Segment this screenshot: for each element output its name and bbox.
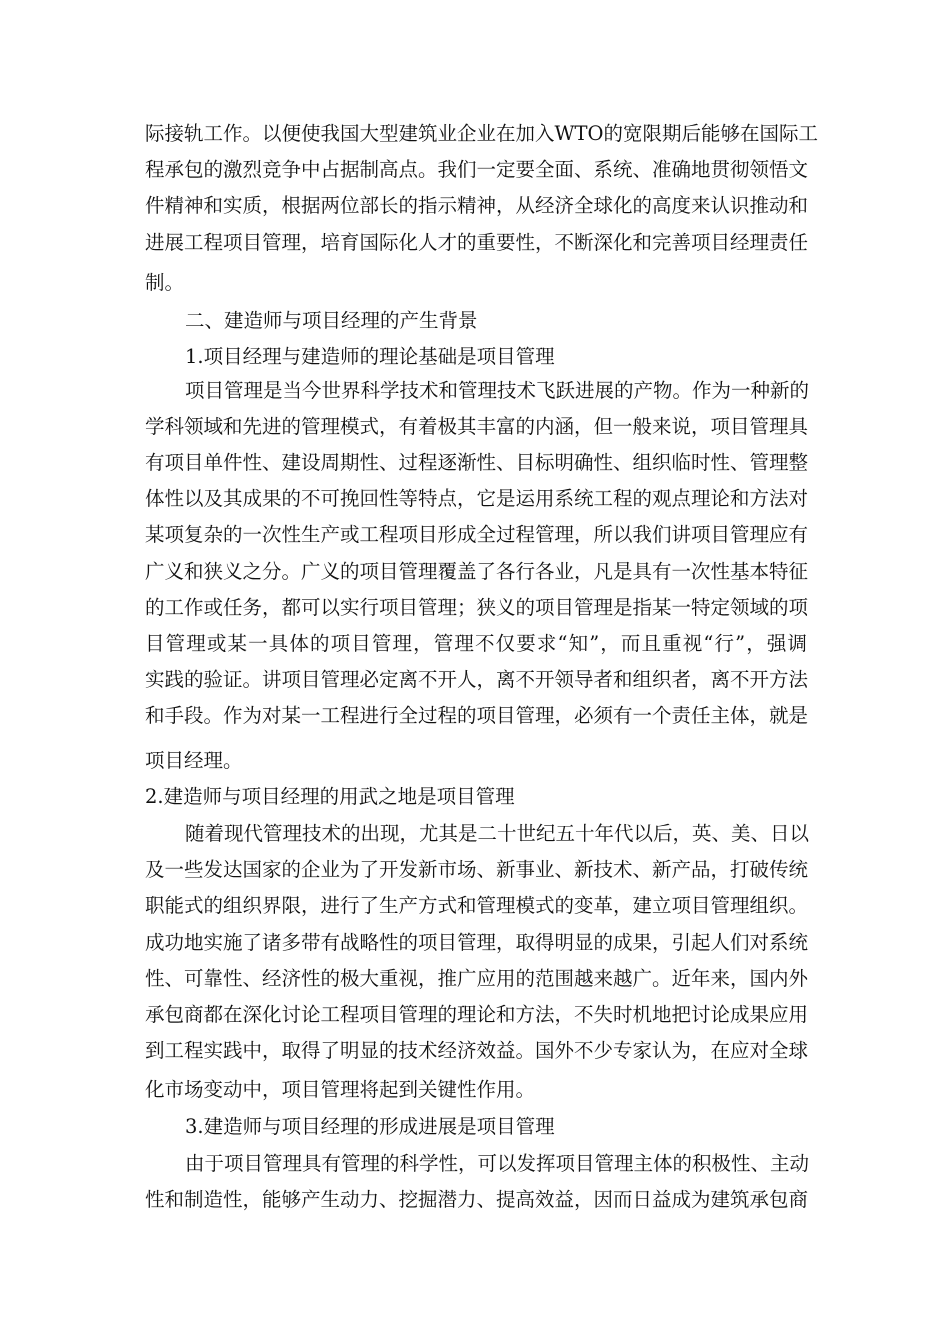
body-text-line: 随着现代管理技术的出现，尤其是二十世纪五十年代以后，英、美、日以 [185,822,810,845]
body-text-line: 到工程实践中，取得了明显的技术经济效益。国外不少专家认为，在应对全球 [145,1039,809,1062]
body-text-line: 某项复杂的一次性生产或工程项目形成全过程管理，所以我们讲项目管理应有 [145,523,809,546]
body-text-line: 及一些发达国家的企业为了开发新市场、新事业、新技术、新产品，打破传统 [145,858,809,881]
body-text-line: 化市场变动中，项目管理将起到关键性作用。 [145,1078,536,1101]
body-text-line: 目管理或某一具体的项目管理，管理不仅要求“知”，而且重视“行”，强调 [145,632,807,655]
section-heading: 二、建造师与项目经理的产生背景 [185,309,478,332]
body-text-line: 成功地实施了诸多带有战略性的项目管理，取得明显的成果，引起人们对系统 [145,931,809,954]
body-text-line: 程承包的激烈竞争中占据制高点。我们一定要全面、系统、准确地贯彻领悟文 [145,158,809,181]
body-text-line: 实践的验证。讲项目管理必定离不开人，离不开领导者和组织者，离不开方法 [145,668,809,691]
body-text-line: 的工作或任务，都可以实行项目管理；狭义的项目管理是指某一特定领域的项 [145,596,809,619]
body-text-line: 制。 [145,271,185,294]
body-text-line: 承包商都在深化讨论工程项目管理的理论和方法，不失时机地把讨论成果应用 [145,1003,809,1026]
body-text-line: 广义和狭义之分。广义的项目管理覆盖了各行各业，凡是具有一次性基本特征 [145,560,809,583]
body-text-line: 件精神和实质，根据两位部长的指示精神，从经济全球化的高度来认识推动和 [145,194,809,217]
body-text-line: 由于项目管理具有管理的科学性，可以发挥项目管理主体的积极性、主动 [185,1152,810,1175]
body-text-line: 和手段。作为对某一工程进行全过程的项目管理，必须有一个责任主体，就是 [145,704,809,727]
body-text-line: 项目管理是当今世界科学技术和管理技术飞跃进展的产物。作为一种新的 [185,379,810,402]
body-text-line: 际接轨工作。以便使我国大型建筑业企业在加入WTO的宽限期后能够在国际工 [145,122,819,145]
body-text-line: 进展工程项目管理，培育国际化人才的重要性，不断深化和完善项目经理责任 [145,231,809,254]
body-text-line: 性、可靠性、经济性的极大重视，推广应用的范围越来越广。近年来，国内外 [145,967,809,990]
body-text-line: 项目经理。 [145,749,243,772]
body-text-line: 性和制造性，能够产生动力、挖掘潜力、提高效益，因而日益成为建筑承包商 [145,1188,809,1211]
body-text-line: 职能式的组织界限，进行了生产方式和管理模式的变革，建立项目管理组织。 [145,894,809,917]
subsection-heading: 2.建造师与项目经理的用武之地是项目管理 [145,785,515,808]
body-text-line: 学科领域和先进的管理模式，有着极其丰富的内涵，但一般来说，项目管理具 [145,415,809,438]
body-text-line: 有项目单件性、建设周期性、过程逐渐性、目标明确性、组织临时性、管理整 [145,451,809,474]
subsection-heading: 3.建造师与项目经理的形成进展是项目管理 [185,1115,555,1138]
subsection-heading: 1.项目经理与建造师的理论基础是项目管理 [185,345,555,368]
body-text-line: 体性以及其成果的不可挽回性等特点，它是运用系统工程的观点理论和方法对 [145,487,809,510]
